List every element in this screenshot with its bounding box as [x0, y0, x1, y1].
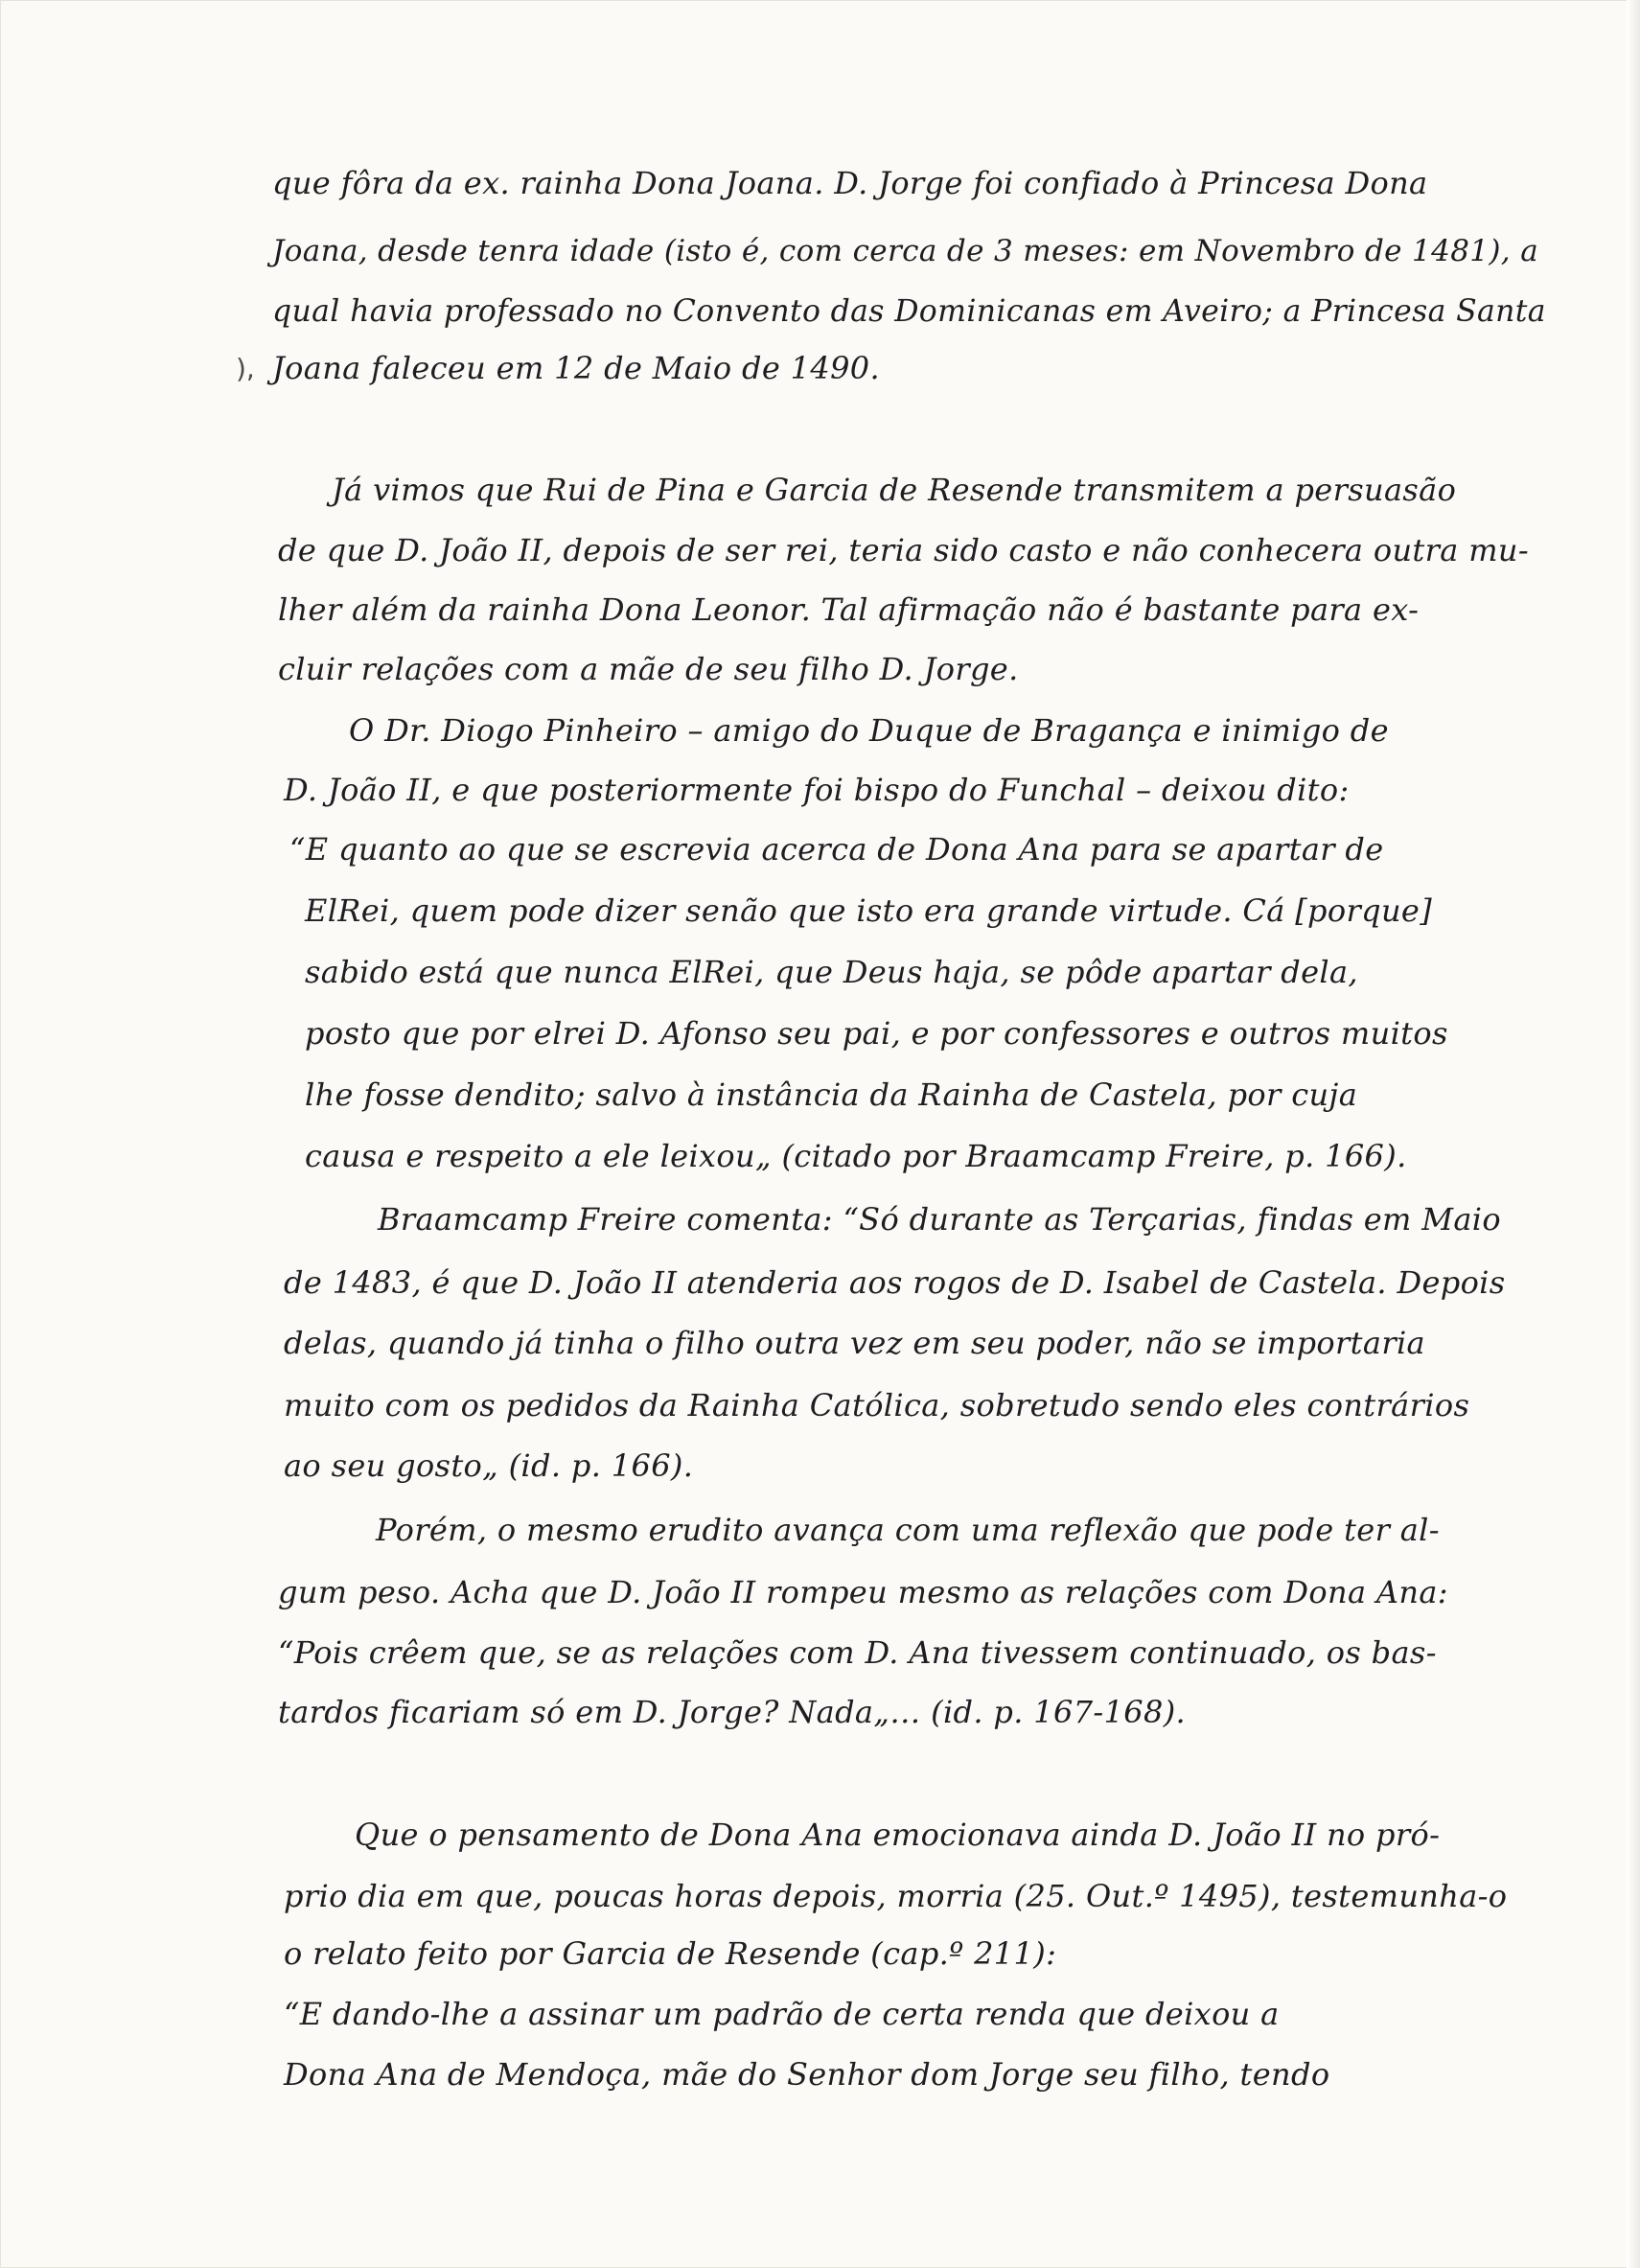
line-21: ao seu gosto„ (id. p. 166).: [284, 1447, 694, 1484]
line-10: D. João II, e que posteriormente foi bispo do Funchal – deixou dito:: [284, 772, 1350, 808]
line-23: gum peso. Acha que D. João II rompeu mesmo as relações com Dona Ana:: [278, 1574, 1448, 1610]
line-1: que fôra da ex. rainha Dona Joana. D. Jorge foi confiado à Princesa Dona: [272, 165, 1428, 201]
line-22: Porém, o mesmo erudito avança com uma reflexão que pode ter al-: [376, 1512, 1440, 1548]
line-20: muito com os pedidos da Rainha Católica, sobretudo sendo eles contrários: [284, 1387, 1470, 1423]
line-19: delas, quando já tinha o filho outra vez em seu poder, não se importaria: [284, 1325, 1425, 1361]
line-11: “E quanto ao que se escrevia acerca de Dona Ana para se apartar de: [289, 831, 1384, 868]
line-6: de que D. João II, depois de ser rei, teria sido casto e não conhecera outra mu-: [278, 532, 1530, 568]
line-5: Já vimos que Rui de Pina e Garcia de Resende transmitem a persuasão: [332, 472, 1457, 508]
line-7: lher além da rainha Dona Leonor. Tal afirmação não é bastante para ex-: [278, 591, 1420, 628]
line-29: “E dando-lhe a assinar um padrão de certa renda que deixou a: [284, 1996, 1280, 2032]
line-3: qual havia professado no Convento das Dominicanas em Aveiro; a Princesa Santa: [272, 294, 1546, 329]
line-17: Braamcamp Freire comenta: “Só durante as Terçarias, findas em Maio: [378, 1201, 1502, 1238]
line-14: posto que por elrei D. Afonso seu pai, e por confessores e outros muitos: [305, 1015, 1448, 1052]
line-13: sabido está que nunca ElRei, que Deus haja, se pôde apartar dela,: [305, 954, 1358, 990]
line-2: Joana, desde tenra idade (isto é, com cerca de 3 meses: em Novembro de 1481), a: [272, 234, 1539, 268]
margin-mark: ),: [236, 353, 255, 384]
line-27: prio dia em que, poucas horas depois, morria (25. Out.º 1495), testemunha-o: [284, 1878, 1508, 1914]
line-16: causa e respeito a ele leixou„ (citado por Braamcamp Freire, p. 166).: [305, 1138, 1407, 1174]
line-15: lhe fosse dendito; salvo à instância da Rainha de Castela, por cuja: [305, 1076, 1358, 1113]
line-26: Que o pensamento de Dona Ana emocionava ainda D. João II no pró-: [355, 1817, 1441, 1853]
line-8: cluir relações com a mãe de seu filho D. Jorge.: [278, 651, 1019, 687]
line-24: “Pois crêem que, se as relações com D. Ana tivessem continuado, os bas-: [278, 1634, 1437, 1671]
line-18: de 1483, é que D. João II atenderia aos rogos de D. Isabel de Castela. Depois: [284, 1264, 1506, 1301]
line-28: o relato feito por Garcia de Resende (cap.º 211):: [284, 1935, 1057, 1972]
line-25: tardos ficariam só em D. Jorge? Nada„… (id. p. 167-168).: [278, 1694, 1187, 1730]
line-12: ElRei, quem pode dizer senão que isto era grande virtude. Cá [porque]: [305, 892, 1433, 929]
line-30: Dona Ana de Mendoça, mãe do Senhor dom Jorge seu filho, tendo: [284, 2056, 1330, 2093]
line-9: O Dr. Diogo Pinheiro – amigo do Duque de Bragança e inimigo de: [349, 712, 1389, 749]
line-4: Joana faleceu em 12 de Maio de 1490.: [272, 350, 881, 386]
